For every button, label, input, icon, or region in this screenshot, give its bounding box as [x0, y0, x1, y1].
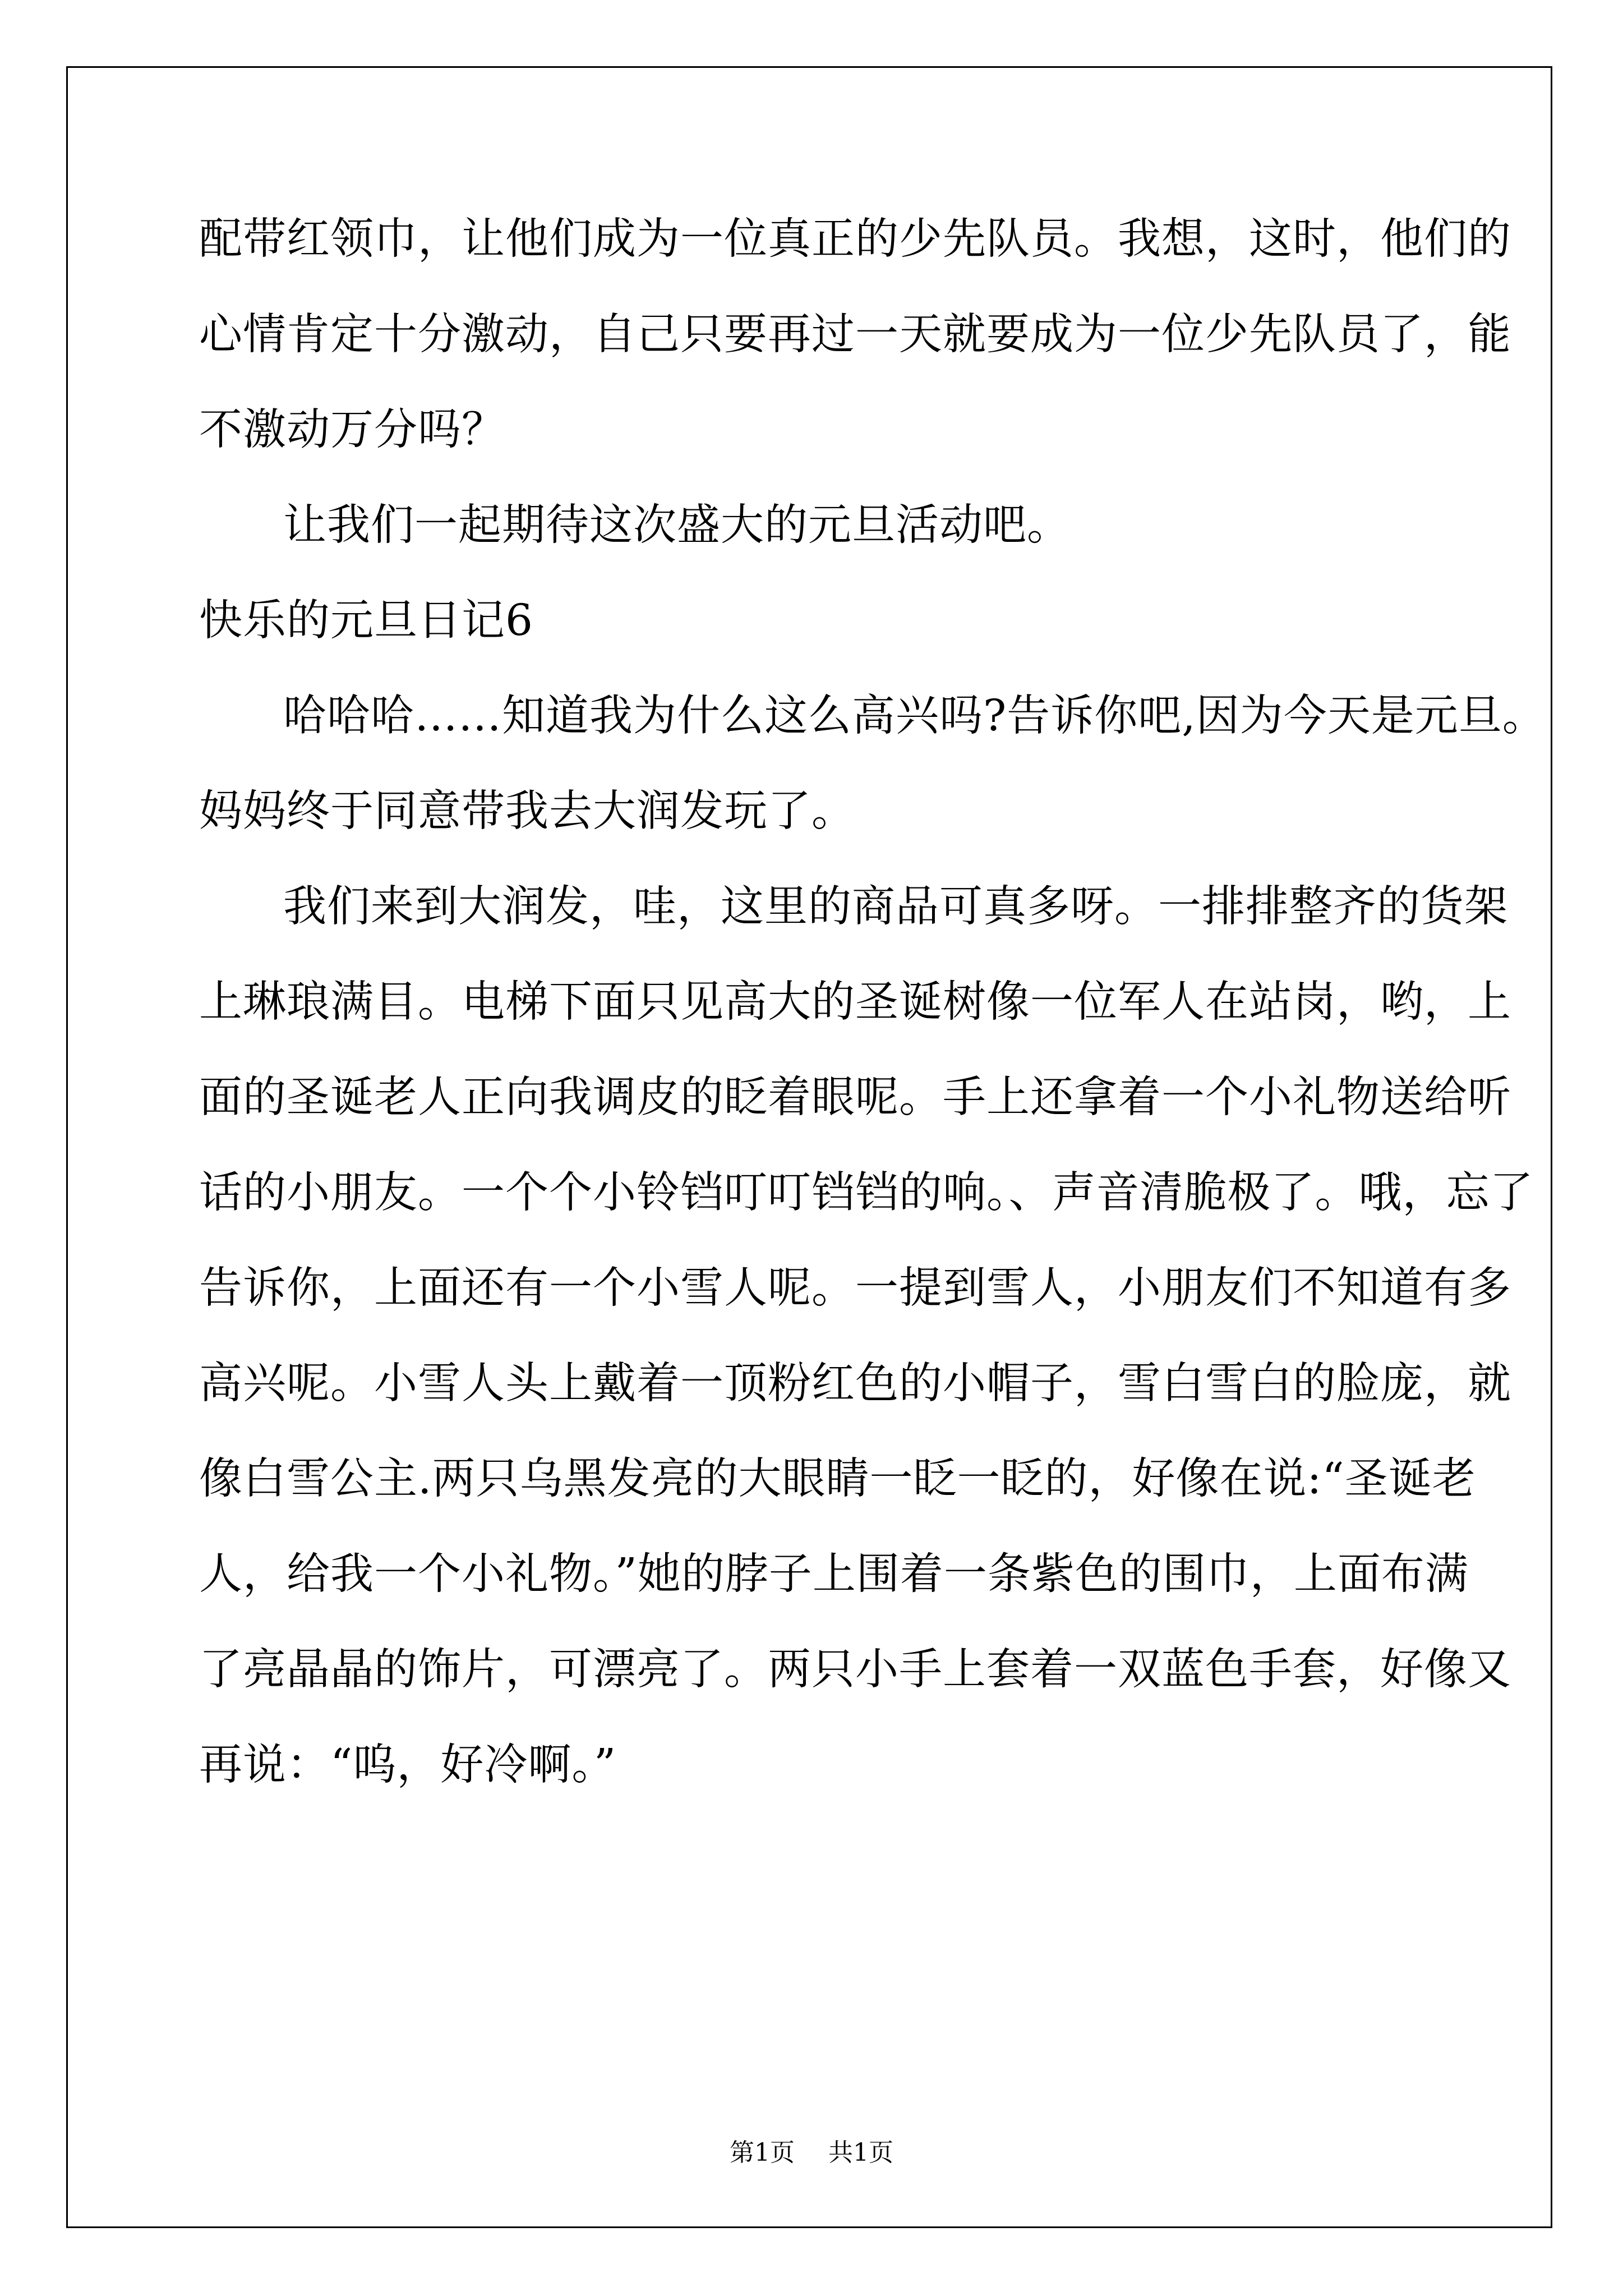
- page-footer: [0, 2138, 1623, 2167]
- text-line: 像白雪公主.两只乌黑发亮的大眼睛一眨一眨的，好像在说:“圣诞老: [199, 1454, 1476, 1504]
- section-heading: 快乐的元旦日记6: [199, 596, 533, 646]
- paragraph-first-line: 让我们一起期待这次盛大的元旦活动吧。: [283, 500, 1071, 550]
- text-line: 话的小朋友。一个个小铃铛叮叮铛铛的响。、声音清脆极了。哦，忘了: [199, 1168, 1534, 1218]
- text-line: 告诉你，上面还有一个小雪人呢。一提到雪人，小朋友们不知道有多: [199, 1263, 1511, 1313]
- text-line: 了亮晶晶的饰片，可漂亮了。两只小手上套着一双蓝色手套，好像又: [199, 1645, 1511, 1695]
- text-line: 再说：“呜，好冷啊。”: [199, 1740, 617, 1790]
- text-line: 心情肯定十分激动，自己只要再过一天就要成为一位少先队员了，能: [199, 310, 1511, 360]
- paragraph-first-line: 哈哈哈……知道我为什么这么高兴吗?告诉你吧,因为今天是元旦。: [283, 691, 1546, 741]
- page-number-total: 共1页: [828, 2138, 893, 2167]
- text-line: 上琳琅满目。电梯下面只见高大的圣诞树像一位军人在站岗，哟，上: [199, 977, 1511, 1027]
- text-line: 高兴呢。小雪人头上戴着一顶粉红色的小帽子，雪白雪白的脸庞，就: [199, 1359, 1511, 1409]
- page-number-current: 第1页: [730, 2138, 795, 2167]
- text-line: 面的圣诞老人正向我调皮的眨着眼呢。手上还拿着一个小礼物送给听: [199, 1073, 1511, 1122]
- text-line: 不激动万分吗？: [199, 405, 505, 455]
- page-border: [66, 66, 1552, 2228]
- paragraph-first-line: 我们来到大润发，哇，这里的商品可真多呀。一排排整齐的货架: [283, 882, 1508, 932]
- text-line: 人，给我一个小礼物。”她的脖子上围着一条紫色的围巾，上面布满: [199, 1549, 1469, 1599]
- text-line: 妈妈终于同意带我去大润发玩了。: [199, 786, 855, 836]
- text-line: 配带红领巾，让他们成为一位真正的少先队员。我想，这时，他们的: [199, 214, 1511, 264]
